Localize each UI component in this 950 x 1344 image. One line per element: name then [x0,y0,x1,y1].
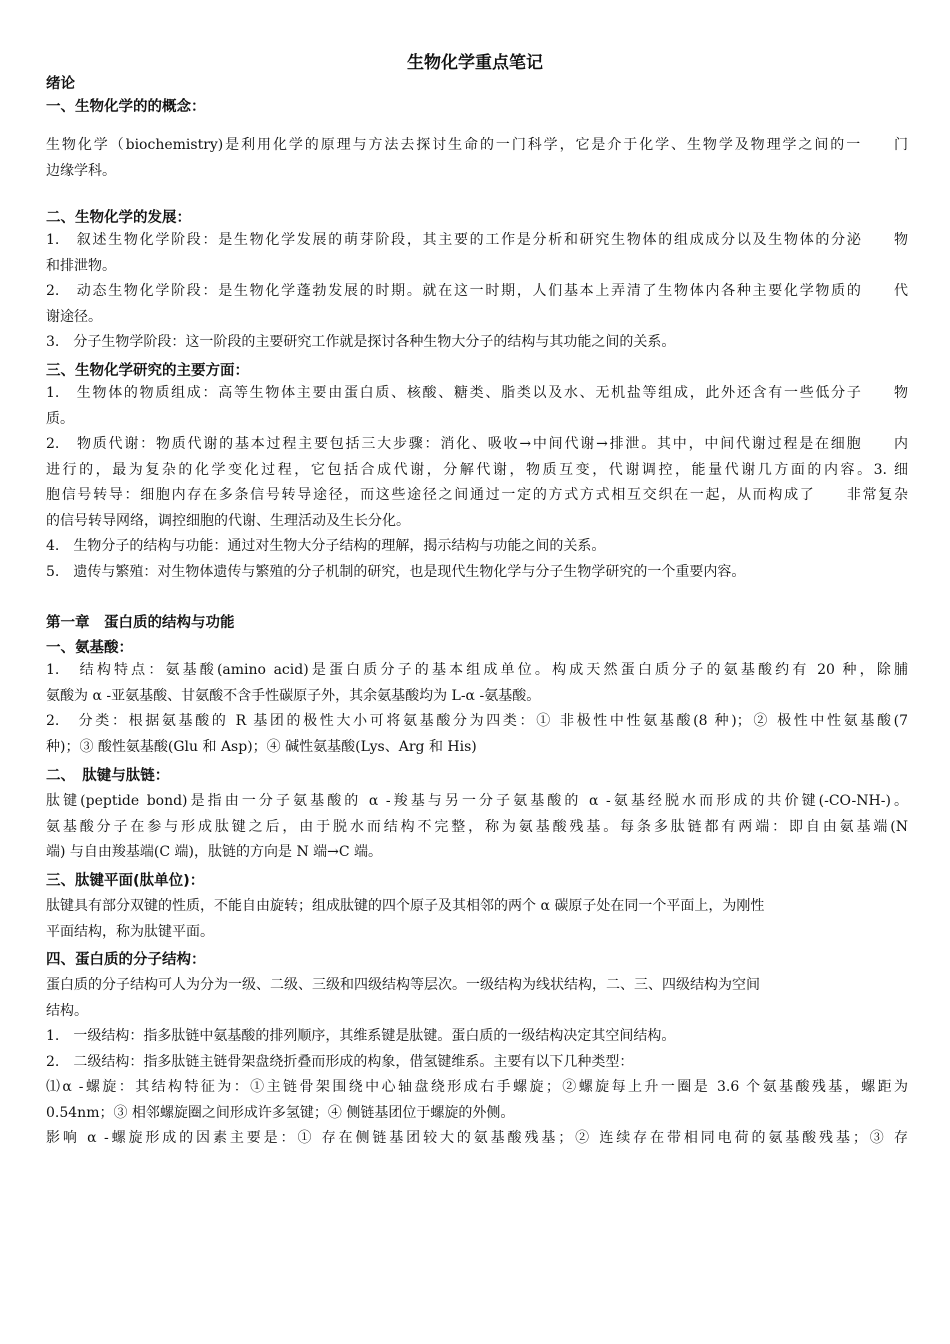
text-line: 1. 生物体的物质组成：高等生物体主要由蛋白质、核酸、糖类、脂类以及水、无机盐等组成，此外还含有一些低分子 物 [46,385,908,401]
text-line: 1. 叙述生物化学阶段：是生物化学发展的萌芽阶段，其主要的工作是分析和研究生物体的组成成分以及生物体的分泌 物 [46,232,908,248]
text-line: 的信号转导网络，调控细胞的代谢、生理活动及生长分化。 [46,512,410,529]
text-line: 蛋白质的分子结构可人为分为一级、二级、三级和四级结构等层次。一级结构为线状结构，二、三、四级结构为空间 [46,977,760,993]
text-line: 1. 结构特点：氨基酸(amino acid)是蛋白质分子的基本组成单位。构成天然蛋白质分子的氨基酸约有 20 种，除脯 [46,662,908,678]
paragraph-concept [46,133,908,184]
paragraph-molecular-structure [46,973,908,1152]
paragraph-amino-acid [46,658,908,760]
text-line: 1. 一级结构：指多肽链中氨基酸的排列顺序，其维系键是肽键。蛋白质的一级结构决定其空间结构。 [46,1028,676,1044]
peptide-bond-heading: 二、 肽键与肽链： [46,768,170,784]
text-line: 和排泄物。 [46,257,116,274]
text-line: 影响 α -螺旋形成的因素主要是：① 存在侧链基团较大的氨基酸残基；② 连续存在带相同电荷的氨基酸残基；③ 存 [46,1130,908,1146]
paragraph-peptide-plane [46,894,908,945]
molecular-structure-heading: 四、蛋白质的分子结构： [46,952,206,968]
section-development-heading: 二、生物化学的发展： [46,210,191,226]
text-line: 肽键(peptide bond)是指由一分子氨基酸的 α -羧基与另一分子氨基酸的 α -氨基经脱水而形成的共价键(-CO-NH-)。 [46,793,908,809]
amino-acid-heading: 一、氨基酸： [46,640,133,656]
text-line: 2. 分类：根据氨基酸的 R 基团的极性大小可将氨基酸分为四类：① 非极性中性氨基酸(8 种)；② 极性中性氨基酸(7 [46,713,908,729]
text-line: 肽键具有部分双键的性质，不能自由旋转；组成肽键的四个原子及其相邻的两个 α 碳原子处在同一个平面上，为刚性 [46,898,765,914]
text-line: 进行的，最为复杂的化学变化过程，它包括合成代谢，分解代谢，物质互变，代谢调控，能量代谢几方面的内容。3. 细 [46,461,908,478]
text-line: 氨基酸分子在参与形成肽键之后，由于脱水而结构不完整，称为氨基酸残基。每条多肽链都有两端：即自由氨基端(N [46,818,908,835]
text-line: 4. 生物分子的结构与功能：通过对生物大分子结构的理解，揭示结构与功能之间的关系。 [46,538,606,554]
text-line: 质。 [46,410,74,427]
text-line: 边缘学科。 [46,162,116,179]
peptide-plane-heading: 三、肽键平面(肽单位)： [46,873,205,889]
text-line: 种)；③ 酸性氨基酸(Glu 和 Asp)；④ 碱性氨基酸(Lys、Arg 和 His) [46,738,477,755]
text-line: 谢途径。 [46,308,102,325]
text-line: 0.54nm；③ 相邻螺旋圈之间形成许多氢键；④ 侧链基团位于螺旋的外侧。 [46,1104,515,1121]
paragraph-development [46,228,908,356]
page-title: 生物化学重点笔记 [407,53,543,73]
text-line: 3. 分子生物学阶段：这一阶段的主要研究工作就是探讨各种生物大分子的结构与其功能之间的关系。 [46,334,676,350]
text-line: 2. 动态生物化学阶段：是生物化学蓬勃发展的时期。就在这一时期，人们基本上弄清了生物体内各种主要化学物质的 代 [46,283,908,299]
paragraph-research [46,381,908,585]
text-line: 平面结构，称为肽键平面。 [46,923,214,940]
text-line: 5. 遗传与繁殖：对生物体遗传与繁殖的分子机制的研究，也是现代生物化学与分子生物学研究的一个重要内容。 [46,563,746,580]
section-research-heading: 三、生物化学研究的主要方面： [46,363,249,379]
text-line: 2. 物质代谢：物质代谢的基本过程主要包括三大步骤：消化、吸收→中间代谢→排泄。其中，中间代谢过程是在细胞 内 [46,436,908,452]
text-line: 胞信号转导：细胞内存在多条信号转导途径，而这些途径之间通过一定的方式方式相互交织在一起，从而构成了 非常复杂 [46,487,908,503]
text-line: 端) 与自由羧基端(C 端)，肽链的方向是 N 端→C 端。 [46,844,383,860]
text-line: 氨酸为 α -亚氨基酸、甘氨酸不含手性碳原子外，其余氨基酸均为 L-α -氨基酸。 [46,687,541,704]
chapter1-heading: 第一章 蛋白质的结构与功能 [46,615,235,631]
paragraph-peptide-bond [46,789,908,866]
text-line: 生物化学（biochemistry)是利用化学的原理与方法去探讨生命的一门科学，它是介于化学、生物学及物理学之间的一 门 [46,137,908,153]
text-line: ⑴α -螺旋：其结构特征为：①主链骨架围绕中心轴盘绕形成右手螺旋；②螺旋每上升一圈是 3.6 个氨基酸残基，螺距为 [46,1079,908,1095]
text-line: 2. 二级结构：指多肽链主链骨架盘绕折叠而形成的构象，借氢键维系。主要有以下几种类型： [46,1053,634,1070]
intro-heading: 绪论 [46,76,75,92]
text-line: 结构。 [46,1002,88,1019]
section-concept-heading: 一、生物化学的的概念： [46,99,206,115]
